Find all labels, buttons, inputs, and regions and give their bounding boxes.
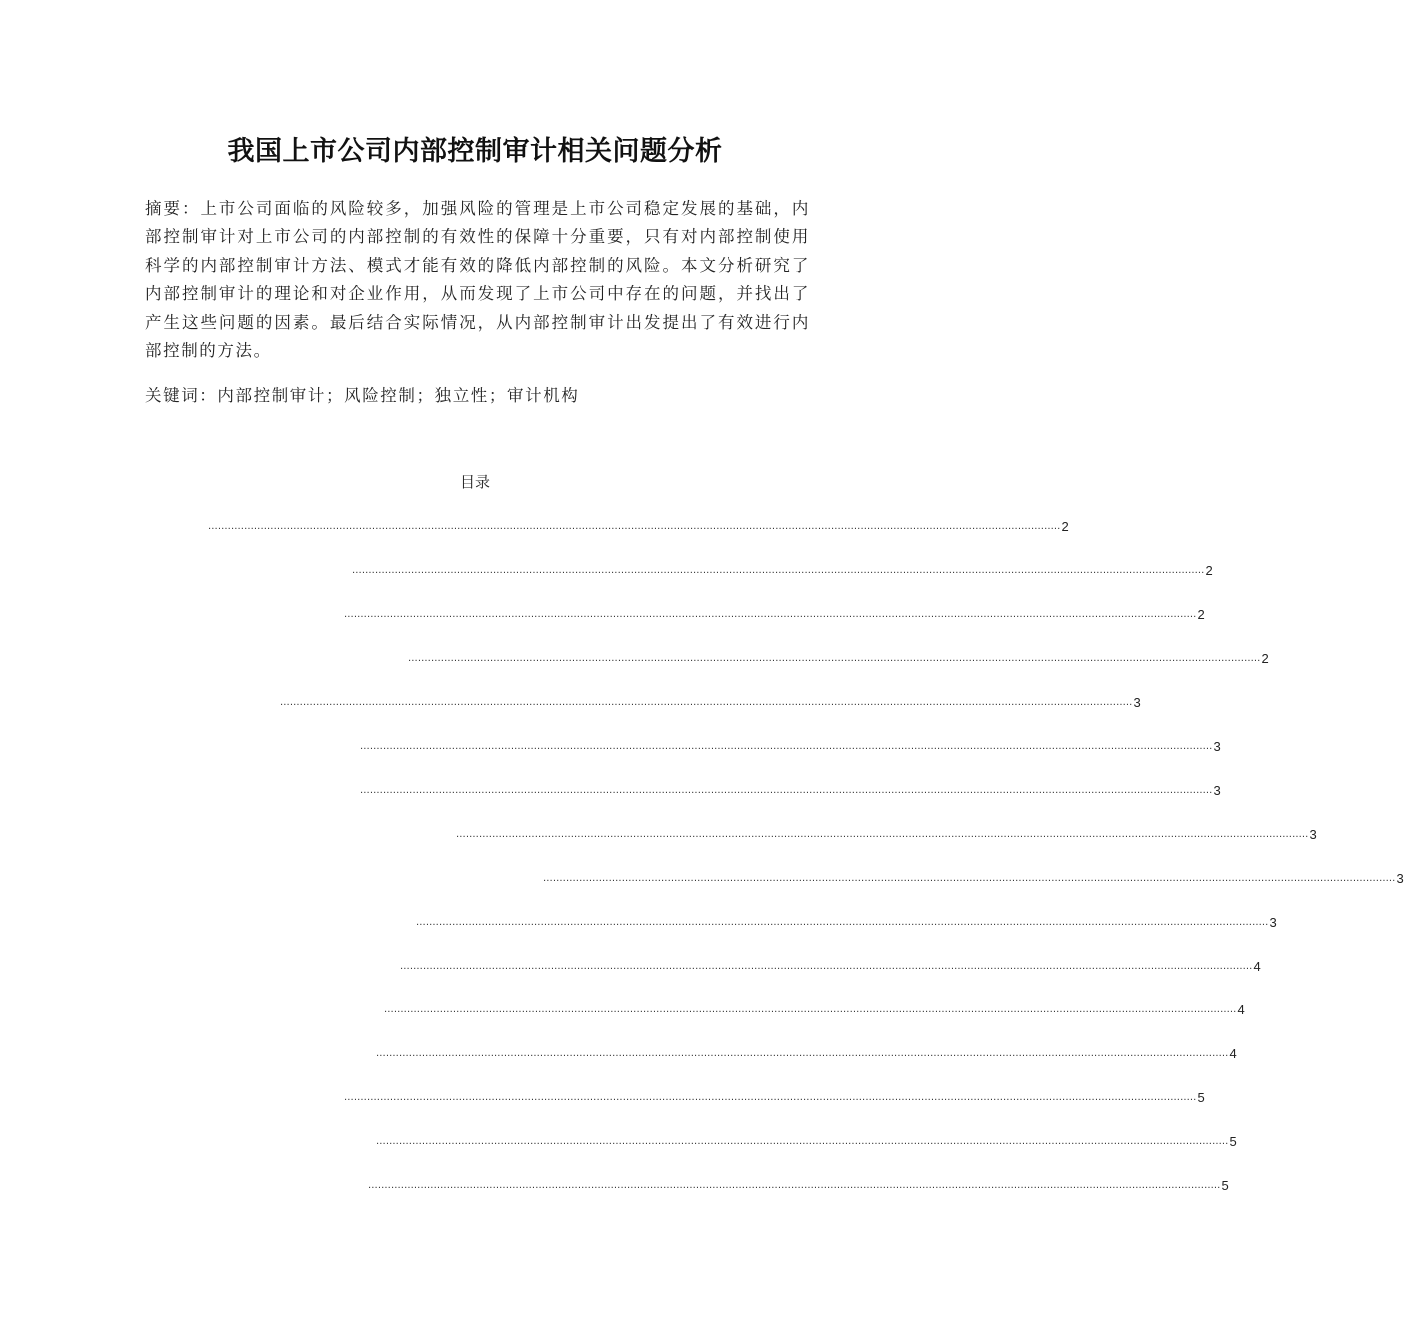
- toc-entry-8[interactable]: [456, 825, 1317, 845]
- toc-page-number: 5: [1229, 1134, 1237, 1149]
- toc-entry-14[interactable]: [344, 1088, 1205, 1108]
- toc-entry-9[interactable]: [543, 869, 1404, 889]
- toc-leader-dots: ....................................................................................................................................................................................................................................................................: [408, 653, 1261, 664]
- toc-page-number: 5: [1197, 1090, 1205, 1105]
- toc-leader-dots: ....................................................................................................................................................................................................................................................................: [376, 1136, 1229, 1147]
- toc-entry-5[interactable]: [280, 693, 1141, 713]
- toc-entry-3[interactable]: [344, 605, 1205, 625]
- toc-leader-dots: ....................................................................................................................................................................................................................................................................: [280, 697, 1133, 708]
- keywords-line: 关键词：内部控制审计；风险控制；独立性；审计机构: [145, 386, 580, 405]
- toc-entry-15[interactable]: [376, 1132, 1237, 1152]
- toc-page-number: 3: [1309, 827, 1317, 842]
- toc-page-number: 2: [1205, 563, 1213, 578]
- toc-leader-dots: ....................................................................................................................................................................................................................................................................: [344, 1092, 1197, 1103]
- toc-entry-1[interactable]: [208, 517, 1069, 537]
- toc-entry-11[interactable]: [400, 957, 1261, 977]
- toc-page-number: 4: [1253, 959, 1261, 974]
- toc-page-number: 4: [1237, 1002, 1245, 1017]
- abstract-paragraph: 摘要：上市公司面临的风险较多，加强风险的管理是上市公司稳定发展的基础，内部控制审计对上市公司的内部控制的有效性的保障十分重要，只有对内部控制使用科学的内部控制审计方法、模式才能有效的降低内部控制的风险。本文分析研究了内部控制审计的理论和对企业作用，从而发现了上市公司中存在的问题，并找出了产生这些问题的因素。最后结合实际情况，从内部控制审计出发提出了有效进行内部控制的方法。: [145, 199, 810, 361]
- toc-page-number: 3: [1269, 915, 1277, 930]
- toc-leader-dots: ....................................................................................................................................................................................................................................................................: [360, 785, 1213, 796]
- toc-page-number: 3: [1213, 739, 1221, 754]
- toc-page-number: 3: [1133, 695, 1141, 710]
- toc-leader-dots: ....................................................................................................................................................................................................................................................................: [368, 1180, 1221, 1191]
- toc-title: 目录: [459, 473, 490, 491]
- toc-page-number: 2: [1061, 519, 1069, 534]
- toc-leader-dots: ....................................................................................................................................................................................................................................................................: [344, 609, 1197, 620]
- document-title: 我国上市公司内部控制审计相关问题分析: [227, 136, 723, 167]
- toc-entry-2[interactable]: [352, 561, 1213, 581]
- toc-page-number: 5: [1221, 1178, 1229, 1193]
- toc-leader-dots: ....................................................................................................................................................................................................................................................................: [400, 961, 1253, 972]
- toc-page-number: 3: [1396, 871, 1404, 886]
- toc-leader-dots: ....................................................................................................................................................................................................................................................................: [384, 1004, 1237, 1015]
- toc-entry-6[interactable]: [360, 737, 1221, 757]
- toc-leader-dots: ....................................................................................................................................................................................................................................................................: [352, 565, 1205, 576]
- toc-entry-7[interactable]: [360, 781, 1221, 801]
- toc-page-number: 2: [1197, 607, 1205, 622]
- toc-page-number: 4: [1229, 1046, 1237, 1061]
- toc-leader-dots: ....................................................................................................................................................................................................................................................................: [376, 1048, 1229, 1059]
- toc-page-number: 2: [1261, 651, 1269, 666]
- toc-entry-4[interactable]: [408, 649, 1269, 669]
- toc-leader-dots: ....................................................................................................................................................................................................................................................................: [416, 917, 1269, 928]
- toc-leader-dots: ....................................................................................................................................................................................................................................................................: [456, 829, 1309, 840]
- toc-entry-13[interactable]: [376, 1044, 1237, 1064]
- toc-leader-dots: ....................................................................................................................................................................................................................................................................: [208, 521, 1061, 532]
- toc-page-number: 3: [1213, 783, 1221, 798]
- toc-leader-dots: ....................................................................................................................................................................................................................................................................: [360, 741, 1213, 752]
- toc-entry-12[interactable]: [384, 1000, 1245, 1020]
- toc-entry-10[interactable]: [416, 913, 1277, 933]
- toc-entry-16[interactable]: [368, 1176, 1229, 1196]
- toc-leader-dots: ....................................................................................................................................................................................................................................................................: [543, 873, 1396, 884]
